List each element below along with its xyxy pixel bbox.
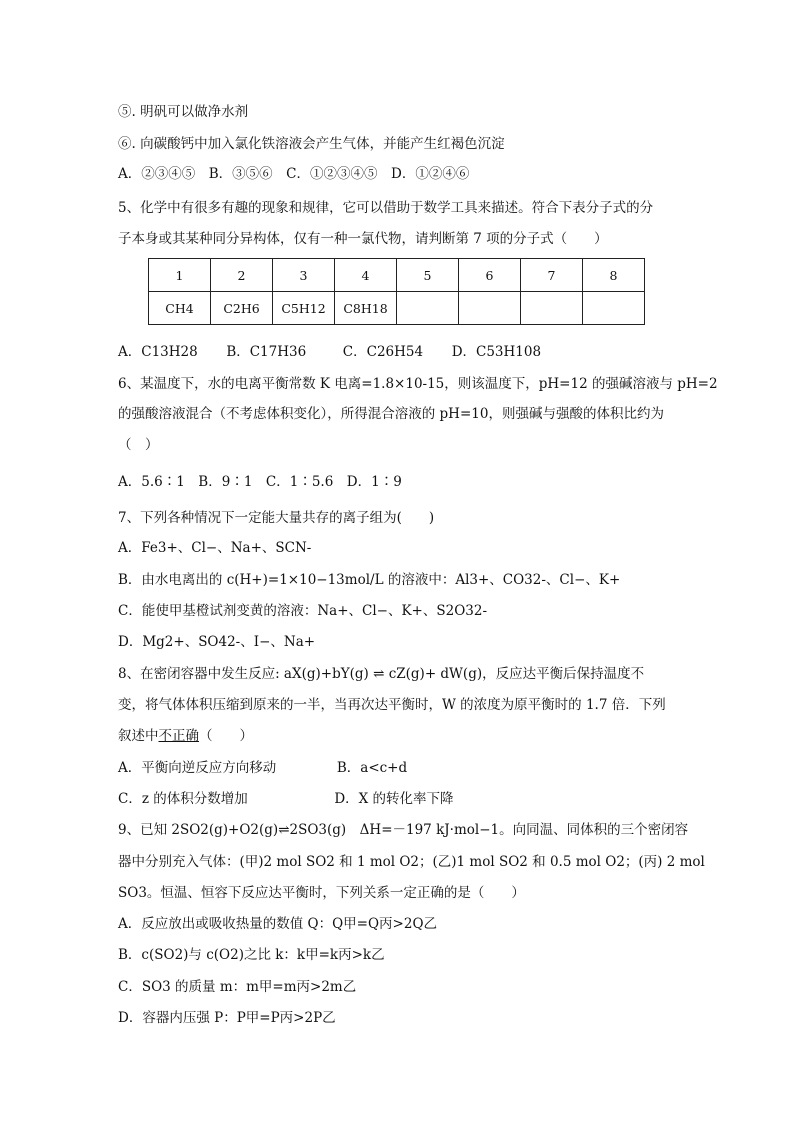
q5-option-d: D．C53H108 [451,344,542,360]
q4-options: A．②③④⑤ B．③⑤⑥ C．①②③④⑤ D．①②④⑥ [118,166,470,182]
q8-stem-prefix: 叙述中 [118,728,159,744]
table-cell: 7 [521,259,583,292]
table-cell: 8 [583,259,645,292]
table-cell: 2 [211,259,273,292]
q8-option-a: A．平衡向逆反应方向移动 [118,760,277,776]
table-cell: 5 [397,259,459,292]
q8-stem-line1: 8、在密闭容器中发生反应: aX(g)+bY(g) ⇌ cZ(g)+ dW(g)，反应达平衡后保持温度不 [118,666,645,682]
q5-option-c: C．C26H54 [342,344,424,360]
q8-options-row2 [118,789,454,809]
table-row-header [149,259,645,292]
q8-option-b: B．a<c+d [336,760,408,776]
q5-stem-line1: 5、化学中有很多有趣的现象和规律，它可以借助于数学工具来描述。符合下表分子式的分 [118,200,654,216]
q8-stem-line3 [118,726,253,746]
q8-option-d: D．X 的转化率下降 [334,791,454,807]
q7-option-a: A．Fe3+、Cl−、Na+、SCN- [118,540,312,556]
q9-option-a: A．反应放出或吸收热量的数值 Q：Q甲=Q丙>2Q乙 [118,916,438,932]
q7-stem: 7、下列各种情况下一定能大量共存的离子组为( ) [118,510,435,526]
q9-option-c: C．SO3 的质量 m：m甲=m丙>2m乙 [118,979,357,995]
q5-options [118,342,541,362]
q4-item-6: ⑥. 向碳酸钙中加入氯化铁溶液会产生气体，并能产生红褐色沉淀 [118,136,505,152]
q6-stem-line1: 6、某温度下，水的电离平衡常数 K 电离=1.8×10-15，则该温度下，pH=12 的强碱溶液与 pH=2 [118,376,718,392]
table-cell [459,292,521,325]
q9-stem-line3: SO3。恒温、恒容下反应达平衡时，下列关系一定正确的是（ ） [118,885,525,901]
q7-option-c: C．能使甲基橙试剂变黄的溶液：Na+、Cl−、K+、S2O32- [118,603,488,619]
table-cell: C2H6 [211,292,273,325]
table-row-formulas [149,292,645,325]
table-cell: 1 [149,259,211,292]
q8-option-c: C．z 的体积分数增加 [118,791,248,807]
table-cell [583,292,645,325]
q6-stem-line2: 的强酸溶液混合（不考虑体积变化），所得混合溶液的 pH=10，则强碱与强酸的体积比约为 [118,406,664,422]
table-cell: 6 [459,259,521,292]
q5-stem-line2: 子本身或其某种同分异构体，仅有一种一氯代物，请判断第 7 项的分子式（ ） [118,231,608,247]
q7-option-b: B．由水电离出的 c(H+)=1×10−13mol/L 的溶液中：Al3+、CO32-、Cl−、K+ [118,572,621,588]
q9-option-d: D．容器内压强 P：P甲=P丙>2P乙 [118,1010,336,1026]
q8-underlined-keyword: 不正确 [158,728,199,744]
q5-option-b: B．C17H36 [226,344,307,360]
table-cell: C5H12 [273,292,335,325]
q9-stem-line2: 器中分别充入气体：(甲)2 mol SO2 和 1 mol O2；(乙)1 mol SO2 和 0.5 mol O2；(丙) 2 mol [118,854,705,870]
q9-stem-line1: 9、已知 2SO2(g)+O2(g)⇌2SO3(g) ΔH=－197 kJ·mol−1。向同温、同体积的三个密闭容 [118,822,689,838]
q9-option-b: B．c(SO2)与 c(O2)之比 k：k甲=k丙>k乙 [118,947,385,963]
q5-formula-table [148,258,645,325]
table-cell: C8H18 [335,292,397,325]
table-cell [397,292,459,325]
q8-options-row1 [118,758,407,778]
table-cell: 4 [335,259,397,292]
table-cell: 3 [273,259,335,292]
q5-option-a: A．C13H28 [118,344,198,360]
q8-stem-suffix: （ ） [199,728,253,744]
q8-stem-line2: 变，将气体体积压缩到原来的一半，当再次达平衡时，W 的浓度为原平衡时的 1.7 倍．下列 [118,697,666,713]
table-cell: CH4 [149,292,211,325]
q4-item-5: ⑤. 明矾可以做净水剂 [118,104,249,120]
q7-option-d: D．Mg2+、SO42-、I−、Na+ [118,634,316,650]
q6-stem-line3: （ ） [118,437,159,453]
q6-options: A．5.6∶1 B．9∶1 C．1∶5.6 D．1∶9 [118,474,402,490]
table-cell [521,292,583,325]
